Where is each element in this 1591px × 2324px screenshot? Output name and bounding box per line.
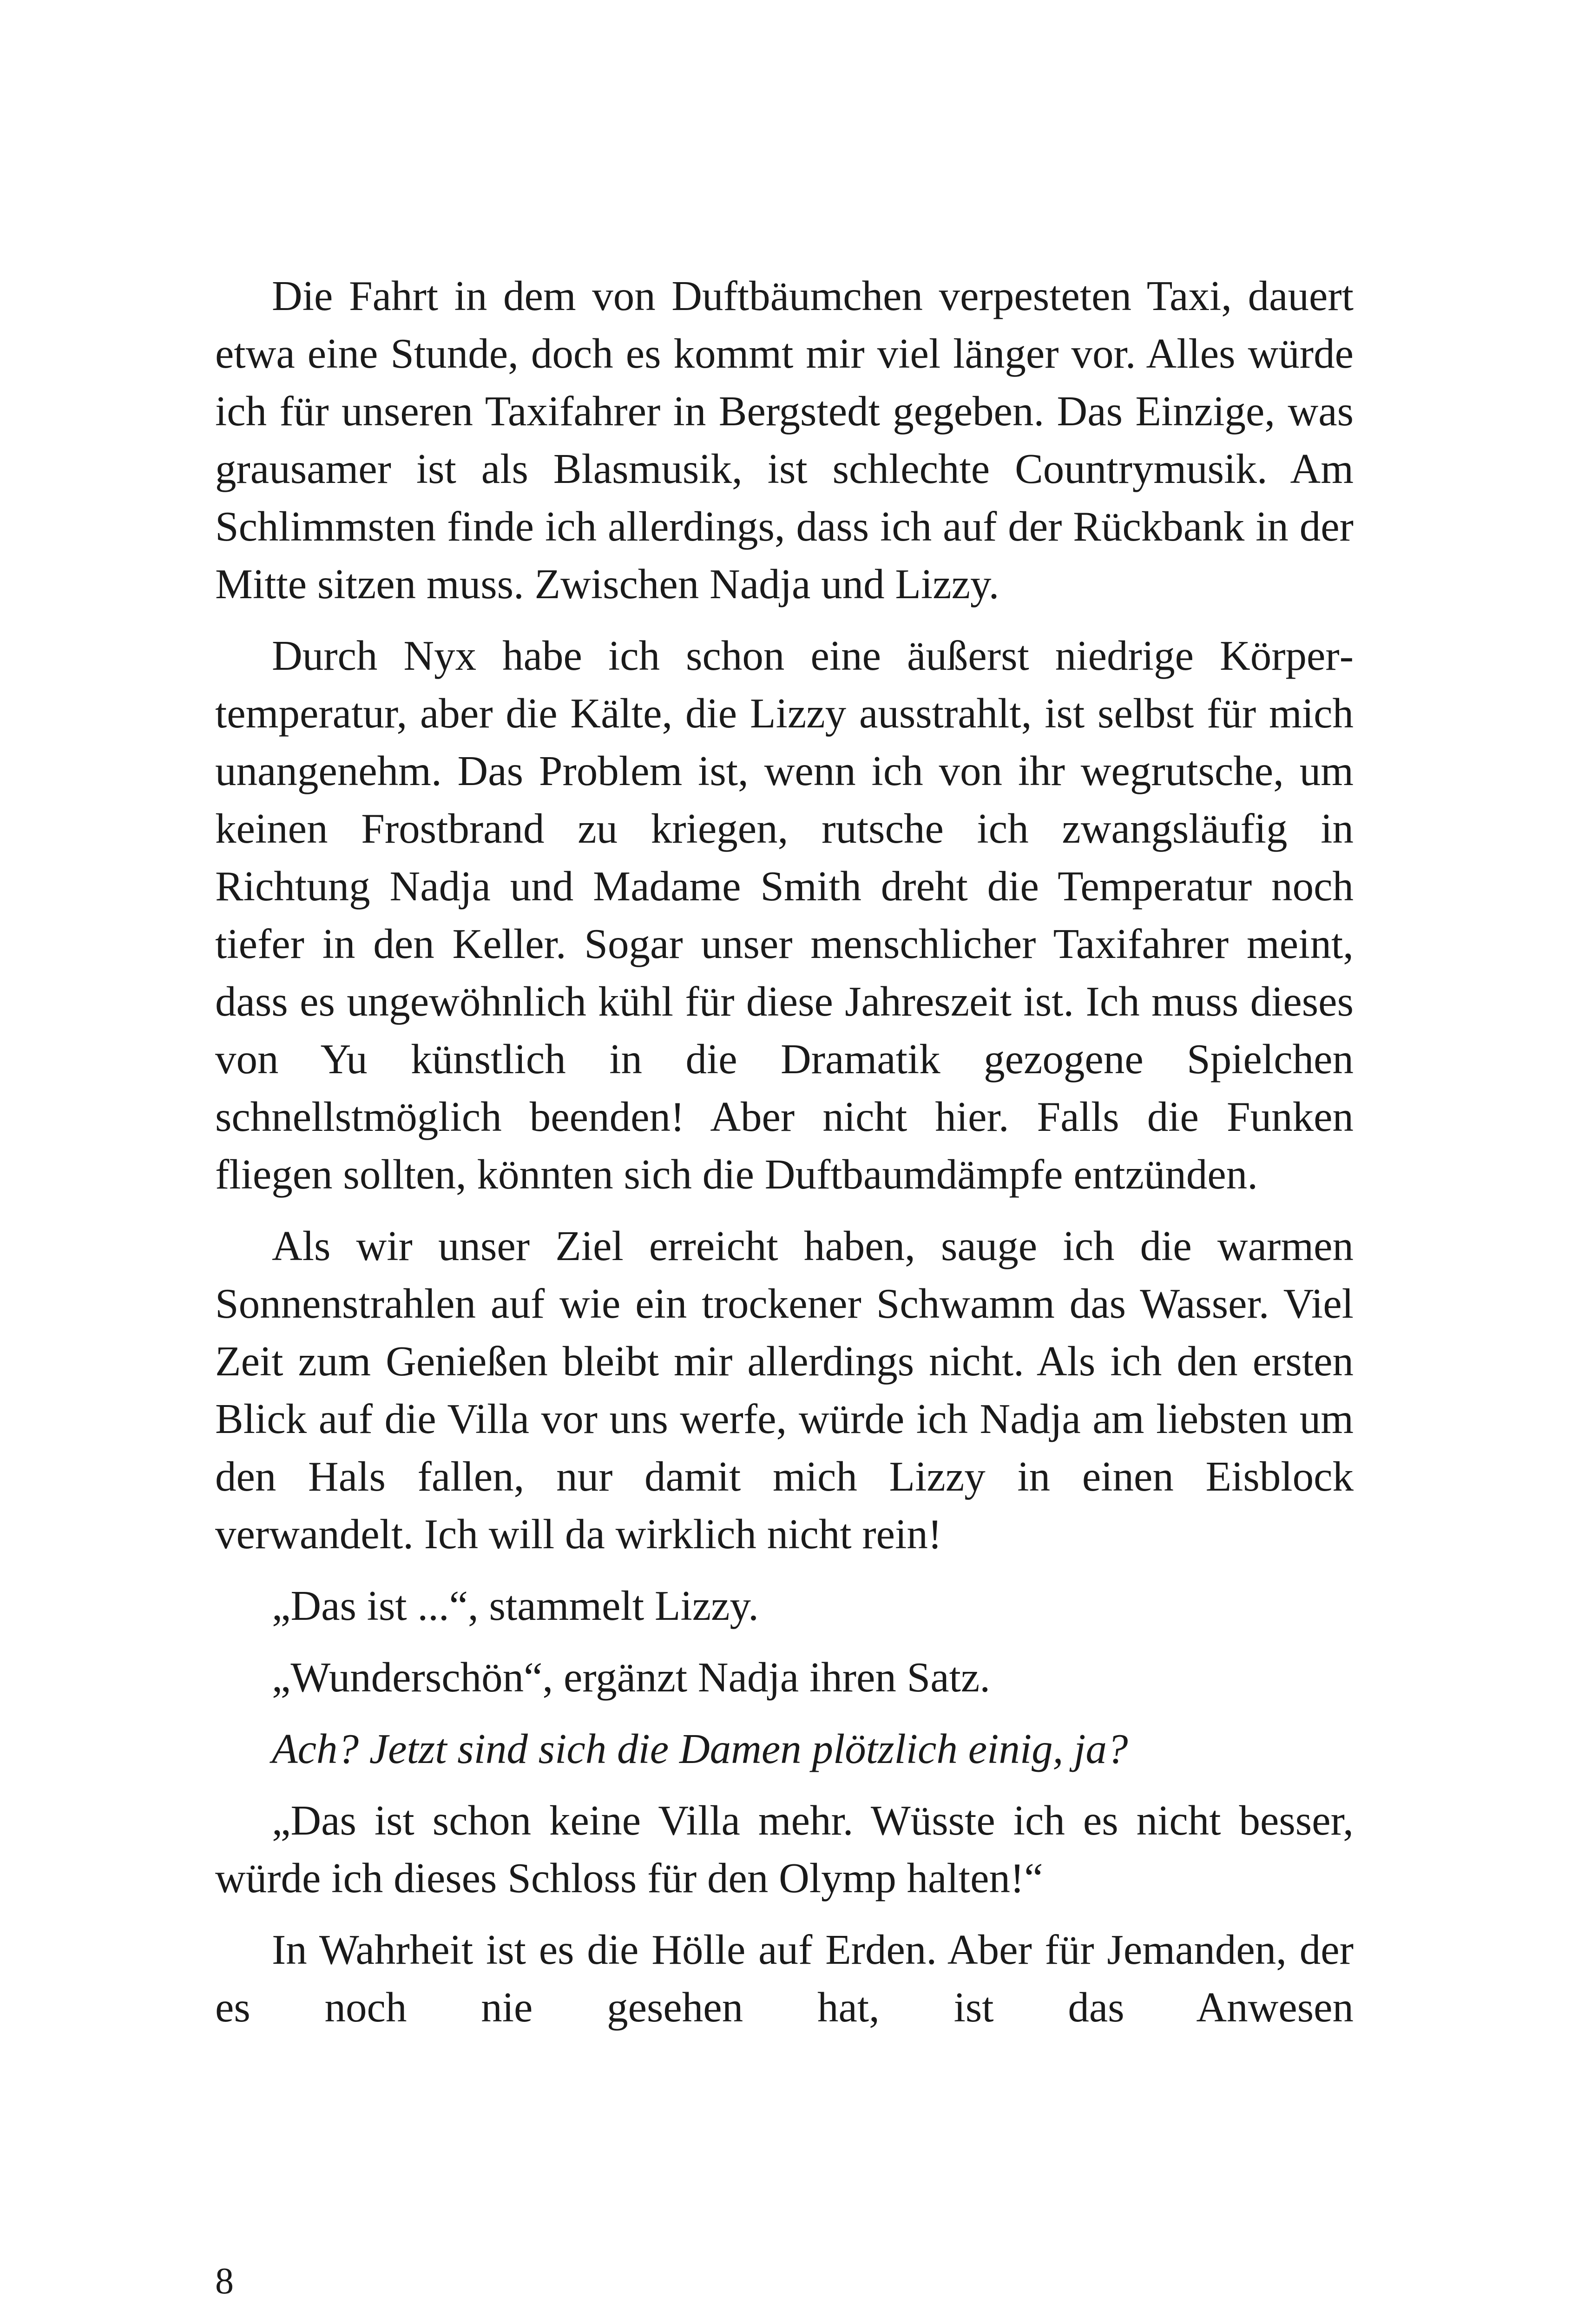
body-text — [215, 267, 1354, 2036]
paragraph-4: „Das ist ...“, stammelt Lizzy. — [272, 1582, 759, 1629]
paragraph-7: „Das ist schon keine Villa mehr. Wüsste ich es nicht besser, würde ich dieses Schloss für den Olymp halten!“ — [215, 1797, 1354, 1901]
paragraph-2: Durch Nyx habe ich schon eine äußerst niedrige Körpertemperatur, aber die Kälte, die Lizzy ausstrahlt, ist selbst für mich unangenehm. Das Problem ist, wenn ich von ihr wegrutsche, um keinen Frostbrand zu kriegen, rutsche ich zwangsläufig in Richtung Nadja und Madame Smith dreht die Temperatur noch tiefer in den Keller. Sogar unser menschlicher Taxifahrer meint, dass es ungewöhnlich kühl für diese Jahreszeit ist. Ich muss dieses von Yu künstlich in die Dramatik gezogene Spielchen schnellstmöglich beenden! Aber nicht hier. Falls die Funken fliegen sollten, könnten sich die Duftbaumdämpfe entzünden. — [215, 632, 1354, 1198]
page-number: 8 — [215, 2261, 234, 2302]
paragraph-5: „Wunderschön“, ergänzt Nadja ihren Satz. — [272, 1654, 991, 1701]
paragraph-8: In Wahrheit ist es die Hölle auf Erden. Aber für Jemanden, der es noch nie gesehen hat, ist das Anwesen — [215, 1926, 1354, 2031]
paragraph-3: Als wir unser Ziel erreicht haben, sauge ich die warmen Sonnenstrahlen auf wie ein trockener Schwamm das Wasser. Viel Zeit zum Genießen bleibt mir allerdings nicht. Als ich den ersten Blick auf die Villa vor uns werfe, würde ich Nadja am liebsten um den Hals fallen, nur damit mich Lizzy in einen Eisblock verwandelt. Ich will da wirklich nicht rein! — [215, 1222, 1354, 1558]
paragraph-1: Die Fahrt in dem von Duftbäumchen verpesteten Taxi, dauert etwa eine Stunde, doch es kommt mir viel länger vor. Alles würde ich für unseren Taxifahrer in Bergstedt gegeben. Das Einzige, was grausamer ist als Blasmusik, ist schlechte Countrymusik. Am Schlimmsten finde ich allerdings, dass ich auf der Rückbank in der Mitte sitzen muss. Zwischen Nadja und Lizzy. — [215, 272, 1354, 607]
paragraph-6-thought: Ach? Jetzt sind sich die Damen plötzlich einig, ja? — [272, 1725, 1128, 1772]
